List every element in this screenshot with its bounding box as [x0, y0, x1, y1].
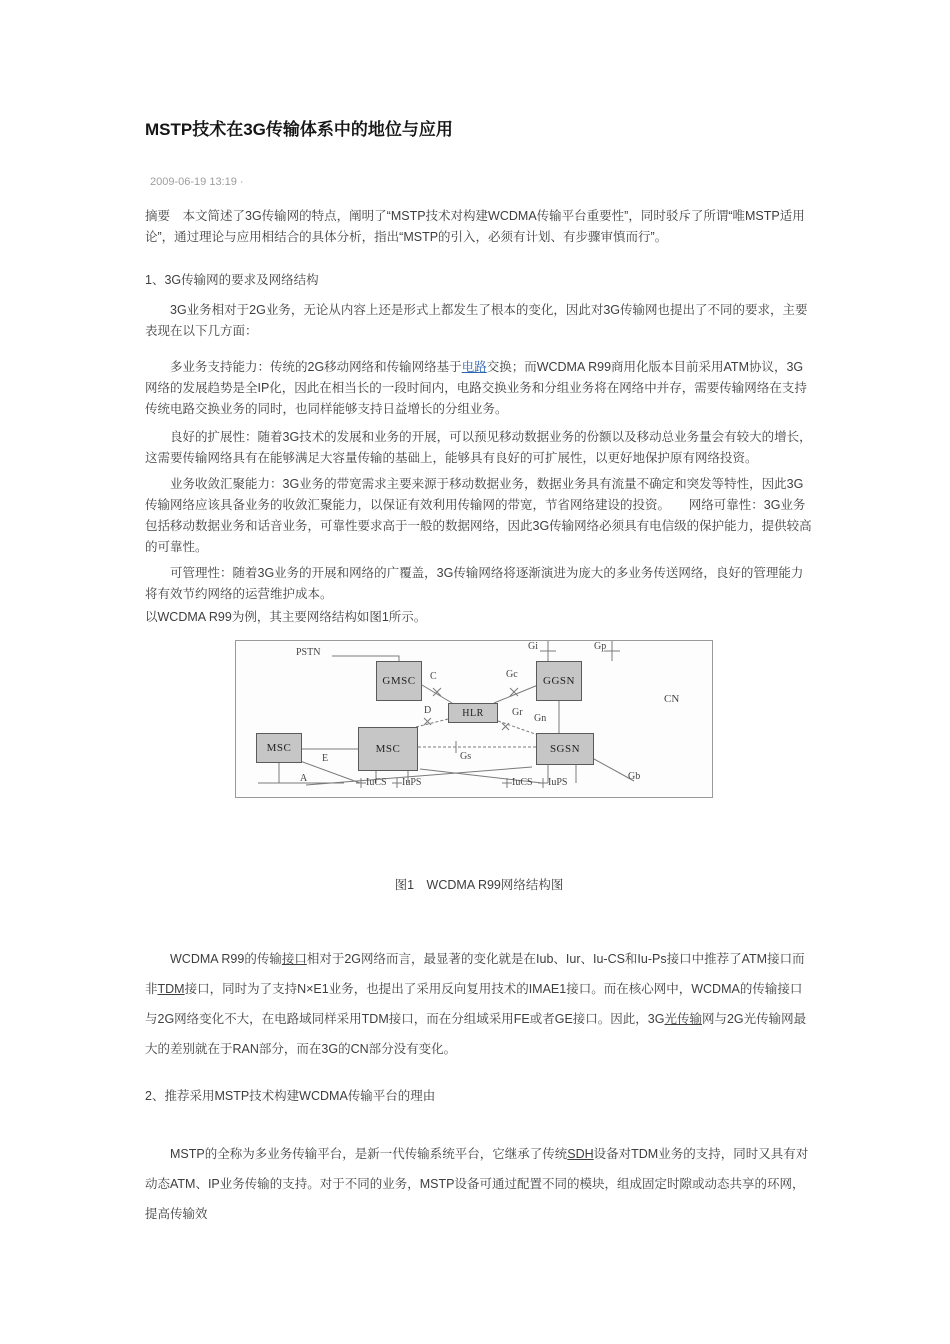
diagram-label-cn: CN	[664, 693, 680, 705]
diagram-label-gc: Gc	[506, 669, 518, 680]
paragraph-figure-intro: 以WCDMA R99为例，其主要网络结构如图1所示。	[145, 610, 427, 624]
diagram-label-gp: Gp	[594, 641, 607, 652]
paragraph-multiservice-text1: 多业务支持能力：传统的2G移动网络和传输网络基于	[170, 360, 462, 374]
diagram-label-iups-2: IuPS	[548, 777, 568, 788]
link-circuit[interactable]: 电路	[461, 360, 487, 374]
paragraph-interfaces-text4: 网与2G光传输网最大的差别就在于RAN部分，而在3G的CN部分没有变化。	[145, 1012, 807, 1056]
diagram-node-ggsn: GGSN	[536, 661, 582, 701]
diagram-node-msc-left: MSC	[256, 733, 302, 763]
section2-heading: 2、推荐采用MSTP技术构建WCDMA传输平台的理由	[145, 1089, 436, 1103]
paragraph-multiservice-text2: 交换；而WCDMA R99商用化版本目前采用ATM协议，3G网络的发展趋势是全IP化，因此在相当长的一段时间内，电路交换业务和分组业务将在网络中并存，需要传输网络在支持传统电路交换业务的同时，也同样能够支持日益增长的分组业务。	[145, 360, 807, 416]
diagram-label-iucs-2: IuCS	[512, 777, 533, 788]
diagram-label-gr: Gr	[512, 707, 523, 718]
diagram-node-msc-center: MSC	[358, 727, 418, 771]
figure-caption: 图1 WCDMA R99网络结构图	[394, 878, 564, 892]
diagram-label-e: E	[322, 753, 329, 764]
diagram-label-d: D	[424, 705, 432, 716]
paragraph-interfaces-text1: WCDMA R99的传输	[170, 952, 282, 966]
link-sdh[interactable]: SDH	[567, 1147, 594, 1161]
paragraph-mstp-text2: 设备对TDM业务的支持，同时又具有对动态ATM、IP业务传输的支持。对于不同的业务，MSTP设备可通过配置不同的模块，组成固定时隙或动态共享的环网，提高传输效	[145, 1147, 809, 1221]
diagram-label-iucs-1: IuCS	[366, 777, 387, 788]
page-title: MSTP技术在3G传输体系中的地位与应用	[145, 120, 453, 139]
publish-date: 2009-06-19 13:19 ·	[150, 176, 244, 188]
link-tdm[interactable]: TDM	[157, 982, 185, 996]
paragraph-requirements: 3G业务相对于2G业务，无论从内容上还是形式上都发生了根本的变化，因此对3G传输网也提出了不同的要求，主要表现在以下几方面：	[145, 303, 808, 338]
paragraph-mstp-text1: MSTP的全称为多业务传输平台，是新一代传输系统平台，它继承了传统	[170, 1147, 568, 1161]
paragraph-multiservice	[145, 357, 813, 420]
paragraph-mstp-intro	[145, 1139, 813, 1229]
paragraph-interfaces-text3: 接口，同时为了支持N×E1业务，也提出了采用反向复用技术的IMAE1接口。而在核心网中，WCDMA的传输接口与2G网络变化不大，在电路域同样采用TDM接口，而在分组域采用FE或者GE接口。因此，3G	[145, 982, 803, 1026]
diagram-node-hlr: HLR	[448, 703, 498, 723]
diagram-label-gi: Gi	[528, 641, 538, 652]
diagram-node-sgsn: SGSN	[536, 733, 594, 765]
article-content	[145, 0, 813, 1229]
link-interface[interactable]: 接口	[281, 952, 307, 966]
paragraph-interfaces	[145, 944, 813, 1064]
paragraph-manageability: 可管理性：随着3G业务的开展和网络的广覆盖，3G传输网络将逐渐演进为庞大的多业务传送网络，良好的管理能力将有效节约网络的运营维护成本。	[145, 566, 804, 601]
paragraph-interfaces-text2: 相对于2G网络而言，最显著的变化就是在Iub、Iur、Iu-CS和Iu-Ps接口中推荐了ATM接口而非	[145, 952, 805, 996]
diagram-label-gs: Gs	[460, 751, 472, 762]
abstract-paragraph: 摘要 本文简述了3G传输网的特点，阐明了“MSTP技术对构建WCDMA传输平台重要性”，同时驳斥了所谓“唯MSTP适用论”，通过理论与应用相结合的具体分析，指出“MSTP的引入，必须有计划、有步骤审慎而行”。	[145, 209, 805, 244]
diagram-label-iups-1: IuPS	[402, 777, 422, 788]
diagram-label-gb: Gb	[628, 771, 641, 782]
section1-heading: 1、3G传输网的要求及网络结构	[145, 273, 319, 287]
diagram-label-gn: Gn	[534, 713, 547, 724]
diagram-label-c: C	[430, 671, 437, 682]
link-optical-transport[interactable]: 光传输	[664, 1012, 702, 1026]
paragraph-convergence-reliability: 业务收敛汇聚能力：3G业务的带宽需求主要来源于移动数据业务，数据业务具有流量不确定和突发等特性，因此3G传输网络应该具备业务的收敛汇聚能力，以保证有效利用传输网的带宽，节省网络建设的投资。 网络可靠性：3G业务包括移动数据业务和话音业务，可靠性要求高于一般的数据网络，因此3G传输网络必须具有电信级的保护能力，提供较高的可靠性。	[145, 477, 812, 554]
network-diagram-image	[235, 640, 713, 798]
diagram-node-gmsc: GMSC	[376, 661, 422, 701]
diagram-node-pstn: PSTN	[296, 647, 321, 658]
paragraph-scalability: 良好的扩展性：随着3G技术的发展和业务的开展，可以预见移动数据业务的份额以及移动总业务量会有较大的增长，这需要传输网络具有在能够满足大容量传输的基础上，能够具有良好的可扩展性，以更好地保护原有网络投资。	[145, 430, 812, 465]
diagram-label-a: A	[300, 773, 308, 784]
